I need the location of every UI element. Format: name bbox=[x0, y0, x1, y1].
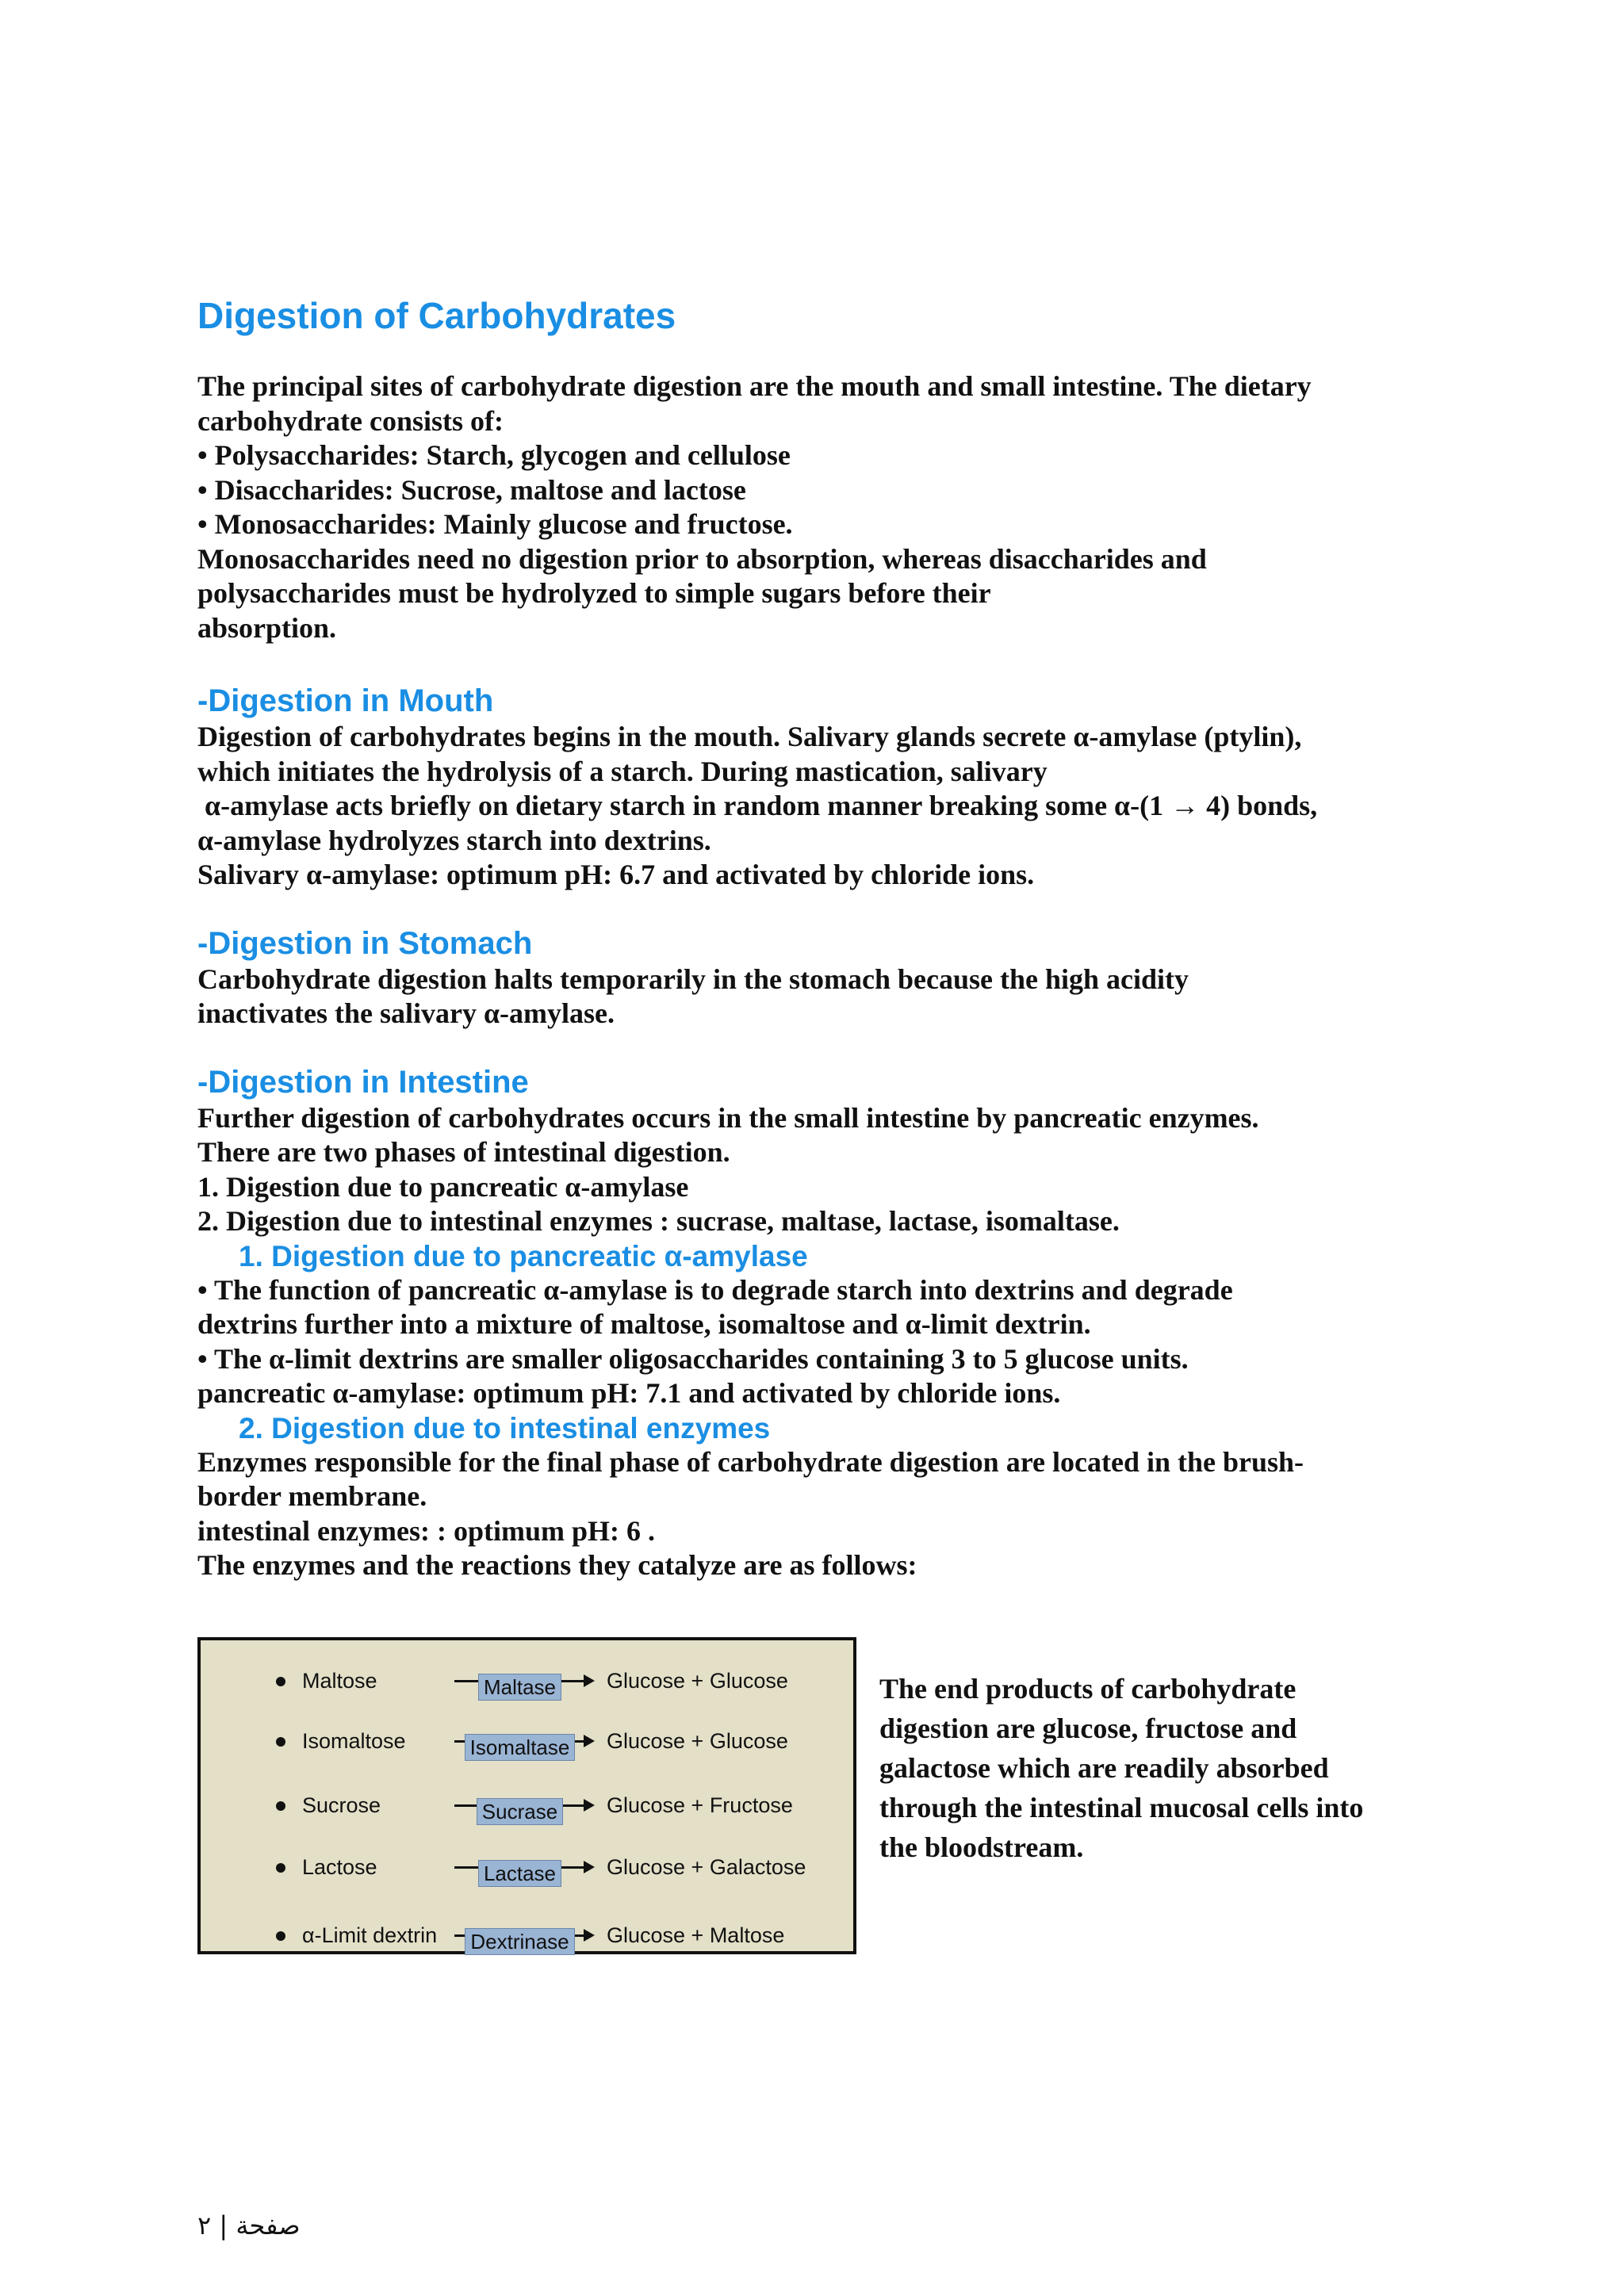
products-label: Glucose + Maltose bbox=[607, 1923, 785, 1947]
end-products-text: The end products of carbohydrate digestion are glucose, fructose and galactose which are readily absorbed through the intestinal mucosal cells into the bloodstream. bbox=[879, 1673, 1364, 1863]
mouth-line: α-amylase acts briefly on dietary starch in random manner breaking some α-(1 → 4) bonds, bbox=[197, 790, 1318, 821]
intestine-line: Further digestion of carbohydrates occurs in the small intestine by pancreatic enzymes. bbox=[197, 1101, 1259, 1134]
intestinal-line: intestinal enzymes: : optimum pH: 6 . bbox=[197, 1514, 655, 1547]
intro-line: • Disaccharides: Sucrose, maltose and lactose bbox=[197, 473, 746, 506]
products-label: Glucose + Galactose bbox=[607, 1855, 806, 1879]
enzyme-label: Dextrinase bbox=[465, 1928, 574, 1955]
intestine-line: 2. Digestion due to intestinal enzymes : sucrase, maltase, lactase, isomaltase. bbox=[197, 1205, 1120, 1237]
intro-line: carbohydrate consists of: bbox=[197, 404, 504, 437]
pancreatic-line: • The function of pancreatic α-amylase is to degrade starch into dextrins and degrade bbox=[197, 1273, 1233, 1306]
pancreatic-heading: 1. Digestion due to pancreatic α-amylase bbox=[239, 1239, 808, 1272]
pancreatic-line: • The α-limit dextrins are smaller oligosaccharides containing 3 to 5 glucose units. bbox=[197, 1342, 1189, 1375]
intestinal-enzymes-heading: 2. Digestion due to intestinal enzymes bbox=[239, 1411, 771, 1445]
document-body bbox=[197, 293, 1434, 1583]
enzyme-label: Maltase bbox=[478, 1674, 561, 1701]
products-label: Glucose + Fructose bbox=[607, 1793, 793, 1817]
pancreatic-line: pancreatic α-amylase: optimum pH: 7.1 and activated by chloride ions. bbox=[197, 1377, 1061, 1409]
reaction-row bbox=[201, 1656, 853, 1704]
reaction-arrow-icon bbox=[454, 1735, 585, 1759]
products-label: Glucose + Glucose bbox=[607, 1729, 788, 1753]
substrate-label: Lactose bbox=[302, 1855, 377, 1879]
intestine-heading: -Digestion in Intestine bbox=[197, 1064, 529, 1100]
page-title: Digestion of Carbohydrates bbox=[197, 295, 676, 336]
reaction-arrow-icon bbox=[454, 1800, 585, 1823]
mouth-line: α-amylase hydrolyzes starch into dextrins. bbox=[197, 824, 711, 856]
products-label: Glucose + Glucose bbox=[607, 1669, 788, 1693]
reaction-row bbox=[201, 1716, 853, 1764]
reaction-arrow-icon bbox=[454, 1862, 585, 1885]
intro-section bbox=[197, 369, 1434, 645]
enzyme-label: Lactase bbox=[478, 1860, 561, 1887]
enzyme-label: Sucrase bbox=[477, 1798, 563, 1825]
enzyme-reaction-figure bbox=[197, 1637, 856, 1954]
stomach-section bbox=[197, 924, 1434, 1031]
page-number: صفحة | ٢ bbox=[197, 2210, 301, 2241]
mouth-section bbox=[197, 682, 1434, 893]
intro-line: polysaccharides must be hydrolyzed to simple sugars before their bbox=[197, 577, 991, 609]
substrate-label: Sucrose bbox=[302, 1793, 381, 1817]
bullet-icon bbox=[276, 1737, 285, 1747]
stomach-line: Carbohydrate digestion halts temporarily in the stomach because the high acidity bbox=[197, 962, 1189, 995]
reaction-row bbox=[201, 1911, 853, 1958]
stomach-heading: -Digestion in Stomach bbox=[197, 925, 533, 961]
mouth-line: Salivary α-amylase: optimum pH: 6.7 and activated by chloride ions. bbox=[197, 859, 1035, 890]
bullet-icon bbox=[276, 1931, 285, 1941]
intro-line: • Monosaccharides: Mainly glucose and fructose. bbox=[197, 508, 793, 540]
substrate-label: α-Limit dextrin bbox=[302, 1923, 438, 1947]
substrate-label: Isomaltose bbox=[302, 1729, 406, 1753]
intro-line: • Polysaccharides: Starch, glycogen and cellulose bbox=[197, 439, 791, 471]
intestine-line: There are two phases of intestinal digestion. bbox=[197, 1136, 730, 1168]
mouth-line: Digestion of carbohydrates begins in the mouth. Salivary glands secrete α-amylase (ptylin), bbox=[197, 721, 1302, 752]
substrate-label: Maltose bbox=[302, 1669, 377, 1693]
intro-line: The principal sites of carbohydrate digestion are the mouth and small intestine. The dietary bbox=[197, 370, 1312, 402]
intestinal-line: The enzymes and the reactions they catalyze are as follows: bbox=[197, 1549, 917, 1581]
stomach-line: inactivates the salivary α-amylase. bbox=[197, 997, 615, 1029]
intestine-section bbox=[197, 1063, 1434, 1583]
bullet-icon bbox=[276, 1863, 285, 1873]
pancreatic-line: dextrins further into a mixture of maltose, isomaltose and α-limit dextrin. bbox=[197, 1308, 1091, 1340]
reaction-arrow-icon bbox=[454, 1930, 585, 1954]
bullet-icon bbox=[276, 1677, 285, 1686]
reaction-arrow-icon bbox=[454, 1675, 585, 1699]
intestinal-line: border membrane. bbox=[197, 1480, 427, 1512]
mouth-line: which initiates the hydrolysis of a starch. During mastication, salivary bbox=[197, 755, 1048, 787]
reaction-row bbox=[201, 1781, 853, 1828]
reaction-row bbox=[201, 1843, 853, 1890]
enzyme-label: Isomaltase bbox=[465, 1734, 576, 1761]
intro-line: Monosaccharides need no digestion prior to absorption, whereas disaccharides and bbox=[197, 542, 1207, 575]
bullet-icon bbox=[276, 1801, 285, 1811]
intro-line: absorption. bbox=[197, 611, 337, 644]
intestinal-line: Enzymes responsible for the final phase of carbohydrate digestion are located in the brush- bbox=[197, 1445, 1304, 1478]
mouth-heading: -Digestion in Mouth bbox=[197, 683, 494, 718]
intestine-line: 1. Digestion due to pancreatic α-amylase bbox=[197, 1170, 689, 1203]
